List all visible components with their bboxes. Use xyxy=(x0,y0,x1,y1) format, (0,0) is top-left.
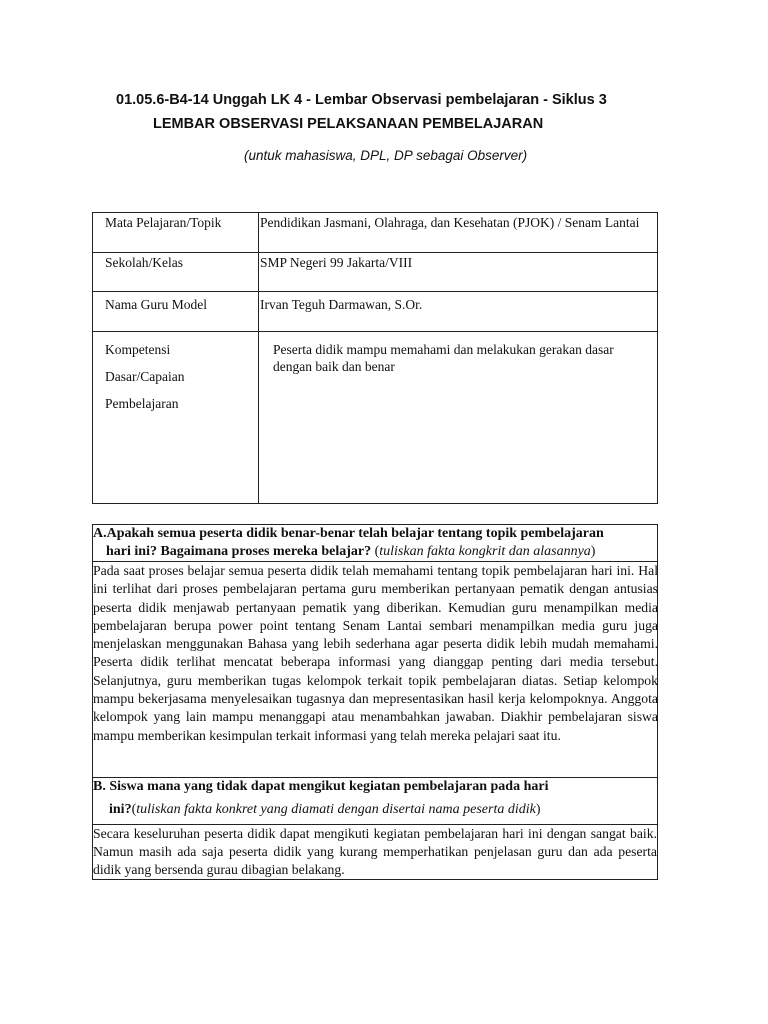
question-a-note: tuliskan fakta kongkrit dan alasannya xyxy=(379,544,591,559)
table-row xyxy=(93,213,658,253)
mapel-label: Mata Pelajaran/Topik xyxy=(93,213,259,253)
answer-b: Secara keseluruhan peserta didik dapat mengikuti kegiatan pembelajaran hari ini dengan sangat baik. Namun masih ada saja peserta didik yang kurang memperhatikan penjelasan guru dan ada peserta didik yang bersenda gurau dibagian belakang. xyxy=(93,826,657,877)
kompetensi-label-line: Dasar/Capaian xyxy=(105,369,185,384)
document-code-heading: 01.05.6-B4-14 Unggah LK 4 - Lembar Observasi pembelajaran - Siklus 3 xyxy=(116,92,607,108)
question-a-cell xyxy=(93,525,658,562)
sekolah-label: Sekolah/Kelas xyxy=(93,253,259,292)
question-a-line2: hari ini? Bagaimana proses mereka belajar? xyxy=(106,544,372,559)
answer-a-cell xyxy=(93,562,658,778)
guru-label: Nama Guru Model xyxy=(93,292,259,332)
table-row xyxy=(93,825,658,880)
question-a-line1: A.Apakah semua peserta didik benar-benar telah belajar tentang topik pembelajaran xyxy=(93,526,604,541)
answer-a: Pada saat proses belajar semua peserta didik telah memahami tentang topik pembelajaran hari ini. Hal ini terlihat dari proses pembelajaran pertama guru memberikan pertanyaan pematik dengan antusias peserta didik menjawab pertanyaan pematik yang diberikan. Kemudian guru menampilkan media pembelajaran berupa power point tentang Senam Lantai sembari menampilkan media guru juga menjelaskan menggunakan Bahasa yang lebih sederhana agar peserta didik lebih mudah memahami. Peserta didik terlihat mencatat beberapa informasi yang dianggap penting dari media tersebut. Selanjutnya, guru memberikan tugas kelompok terkait topik pembelajaran diatas. Setiap kelompok mampu bekerjasama menyelesaikan tugasnya dan mepresentasikan hasil kerja kelompoknya. Anggota kelompok yang lain mampu menanggapi atau menambahkan jawaban. Diakhir pembelajaran siswa mampu memberikan kesimpulan terkait informasi yang telah mereka pelajari saat itu. xyxy=(93,563,658,743)
answer-b-cell xyxy=(93,825,658,880)
table-row xyxy=(93,332,658,504)
document-title: LEMBAR OBSERVASI PELAKSANAAN PEMBELAJARAN xyxy=(153,116,544,132)
info-table xyxy=(92,212,658,504)
question-b-line2: ini? xyxy=(109,802,132,817)
mapel-value: Pendidikan Jasmani, Olahraga, dan Kesehatan (PJOK) / Senam Lantai xyxy=(259,213,658,253)
question-b-line1: B. Siswa mana yang tidak dapat mengikut kegiatan pembelajaran pada hari xyxy=(93,779,549,794)
table-row xyxy=(93,292,658,332)
document-subtitle: (untuk mahasiswa, DPL, DP sebagai Observer) xyxy=(244,148,528,163)
table-row xyxy=(93,778,658,825)
question-b-line2-wrap: ini?(tuliskan fakta konkret yang diamati dengan disertai nama peserta didik) xyxy=(109,802,541,817)
table-row xyxy=(93,253,658,292)
question-a xyxy=(93,525,657,561)
sekolah-value: SMP Negeri 99 Jakarta/VIII xyxy=(259,253,658,292)
kompetensi-value: Peserta didik mampu memahami dan melakukan gerakan dasar dengan baik dan benar xyxy=(259,332,658,504)
question-b-note: tuliskan fakta konkret yang diamati dengan disertai nama peserta didik xyxy=(136,802,536,817)
table-row xyxy=(93,525,658,562)
kompetensi-label-line: Kompetensi xyxy=(105,342,171,357)
question-a-line2-wrap: hari ini? Bagaimana proses mereka belajar? (tuliskan fakta kongkrit dan alasannya) xyxy=(106,544,596,559)
kompetensi-label xyxy=(93,332,259,504)
table-row xyxy=(93,562,658,778)
question-b xyxy=(93,778,657,819)
question-b-cell xyxy=(93,778,658,825)
observation-table xyxy=(92,524,658,880)
kompetensi-label-line: Pembelajaran xyxy=(105,396,179,411)
guru-value: Irvan Teguh Darmawan, S.Or. xyxy=(259,292,658,332)
